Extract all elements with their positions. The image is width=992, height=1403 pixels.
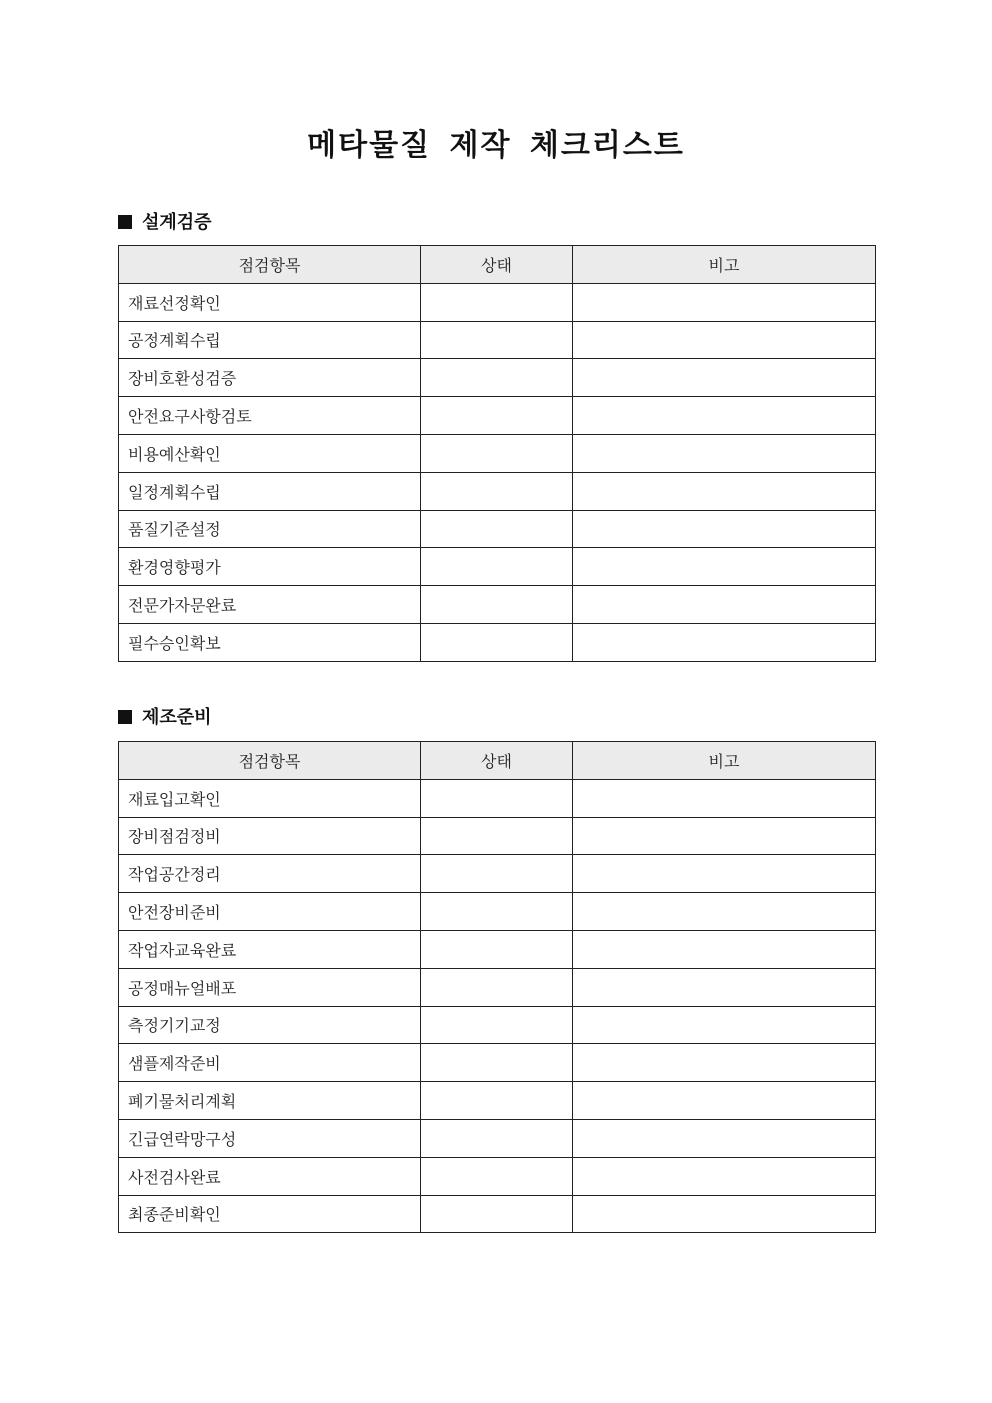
table-row: [119, 510, 876, 548]
remarks-cell[interactable]: [573, 623, 876, 661]
remarks-cell[interactable]: [573, 472, 876, 510]
remarks-cell[interactable]: [573, 855, 876, 893]
table-row: [119, 472, 876, 510]
check-item: 장비호환성검증: [119, 359, 421, 397]
remarks-cell[interactable]: [573, 779, 876, 817]
status-cell[interactable]: [421, 779, 573, 817]
column-header: 점검항목: [119, 246, 421, 284]
status-cell[interactable]: [421, 397, 573, 435]
remarks-cell[interactable]: [573, 397, 876, 435]
section-heading-label: 제조준비: [142, 707, 212, 728]
status-cell[interactable]: [421, 930, 573, 968]
check-item: 사전검사완료: [119, 1157, 421, 1195]
status-cell[interactable]: [421, 510, 573, 548]
section-heading-design: [118, 208, 212, 234]
status-cell[interactable]: [421, 1006, 573, 1044]
checklist-table-prep: [118, 741, 876, 1233]
remarks-cell[interactable]: [573, 283, 876, 321]
status-cell[interactable]: [421, 893, 573, 931]
status-cell[interactable]: [421, 548, 573, 586]
status-cell[interactable]: [421, 1195, 573, 1233]
check-item: 환경영향평가: [119, 548, 421, 586]
remarks-cell[interactable]: [573, 359, 876, 397]
check-item: 측정기기교정: [119, 1006, 421, 1044]
check-item: 안전요구사항검토: [119, 397, 421, 435]
page-title: 메타물질 제작 체크리스트: [307, 128, 685, 163]
check-item: 긴급연락망구성: [119, 1119, 421, 1157]
table-row: [119, 359, 876, 397]
check-item: 최종준비확인: [119, 1195, 421, 1233]
table-row: [119, 1195, 876, 1233]
check-item: 공정계획수립: [119, 321, 421, 359]
table-row: [119, 586, 876, 624]
status-cell[interactable]: [421, 359, 573, 397]
table-header-row: [119, 742, 876, 780]
remarks-cell[interactable]: [573, 586, 876, 624]
column-header: 점검항목: [119, 742, 421, 780]
status-cell[interactable]: [421, 321, 573, 359]
status-cell[interactable]: [421, 472, 573, 510]
status-cell[interactable]: [421, 586, 573, 624]
table-row: [119, 893, 876, 931]
remarks-cell[interactable]: [573, 1157, 876, 1195]
remarks-cell[interactable]: [573, 1195, 876, 1233]
table-row: [119, 283, 876, 321]
checklist-table-design: [118, 245, 876, 662]
status-cell[interactable]: [421, 968, 573, 1006]
table-header-row: [119, 246, 876, 284]
status-cell[interactable]: [421, 1082, 573, 1120]
table-row: [119, 1157, 876, 1195]
check-item: 전문가자문완료: [119, 586, 421, 624]
table-row: [119, 930, 876, 968]
section-heading-label: 설계검증: [142, 212, 212, 233]
column-header: 상태: [421, 246, 573, 284]
table-row: [119, 817, 876, 855]
table-row: [119, 1082, 876, 1120]
status-cell[interactable]: [421, 1157, 573, 1195]
check-item: 공정매뉴얼배포: [119, 968, 421, 1006]
section-heading-prep: [118, 703, 212, 729]
square-bullet-icon: [118, 710, 132, 724]
remarks-cell[interactable]: [573, 510, 876, 548]
check-item: 비용예산확인: [119, 434, 421, 472]
check-item: 일정계획수립: [119, 472, 421, 510]
remarks-cell[interactable]: [573, 893, 876, 931]
status-cell[interactable]: [421, 1044, 573, 1082]
table-row: [119, 321, 876, 359]
check-item: 품질기준설정: [119, 510, 421, 548]
check-item: 샘플제작준비: [119, 1044, 421, 1082]
remarks-cell[interactable]: [573, 1119, 876, 1157]
status-cell[interactable]: [421, 817, 573, 855]
remarks-cell[interactable]: [573, 1082, 876, 1120]
table-row: [119, 1044, 876, 1082]
remarks-cell[interactable]: [573, 321, 876, 359]
remarks-cell[interactable]: [573, 968, 876, 1006]
check-item: 작업자교육완료: [119, 930, 421, 968]
table-row: [119, 434, 876, 472]
status-cell[interactable]: [421, 283, 573, 321]
table-row: [119, 1006, 876, 1044]
check-item: 작업공간정리: [119, 855, 421, 893]
check-item: 재료선정확인: [119, 283, 421, 321]
status-cell[interactable]: [421, 434, 573, 472]
column-header: 비고: [573, 742, 876, 780]
remarks-cell[interactable]: [573, 817, 876, 855]
table-row: [119, 855, 876, 893]
check-item: 필수승인확보: [119, 623, 421, 661]
status-cell[interactable]: [421, 623, 573, 661]
square-bullet-icon: [118, 215, 132, 229]
column-header: 상태: [421, 742, 573, 780]
check-item: 안전장비준비: [119, 893, 421, 931]
table-row: [119, 1119, 876, 1157]
status-cell[interactable]: [421, 1119, 573, 1157]
remarks-cell[interactable]: [573, 1044, 876, 1082]
table-row: [119, 968, 876, 1006]
remarks-cell[interactable]: [573, 434, 876, 472]
check-item: 폐기물처리계획: [119, 1082, 421, 1120]
check-item: 장비점검정비: [119, 817, 421, 855]
remarks-cell[interactable]: [573, 1006, 876, 1044]
check-item: 재료입고확인: [119, 779, 421, 817]
table-row: [119, 548, 876, 586]
status-cell[interactable]: [421, 855, 573, 893]
table-row: [119, 779, 876, 817]
table-row: [119, 397, 876, 435]
remarks-cell[interactable]: [573, 548, 876, 586]
table-row: [119, 623, 876, 661]
column-header: 비고: [573, 246, 876, 284]
remarks-cell[interactable]: [573, 930, 876, 968]
